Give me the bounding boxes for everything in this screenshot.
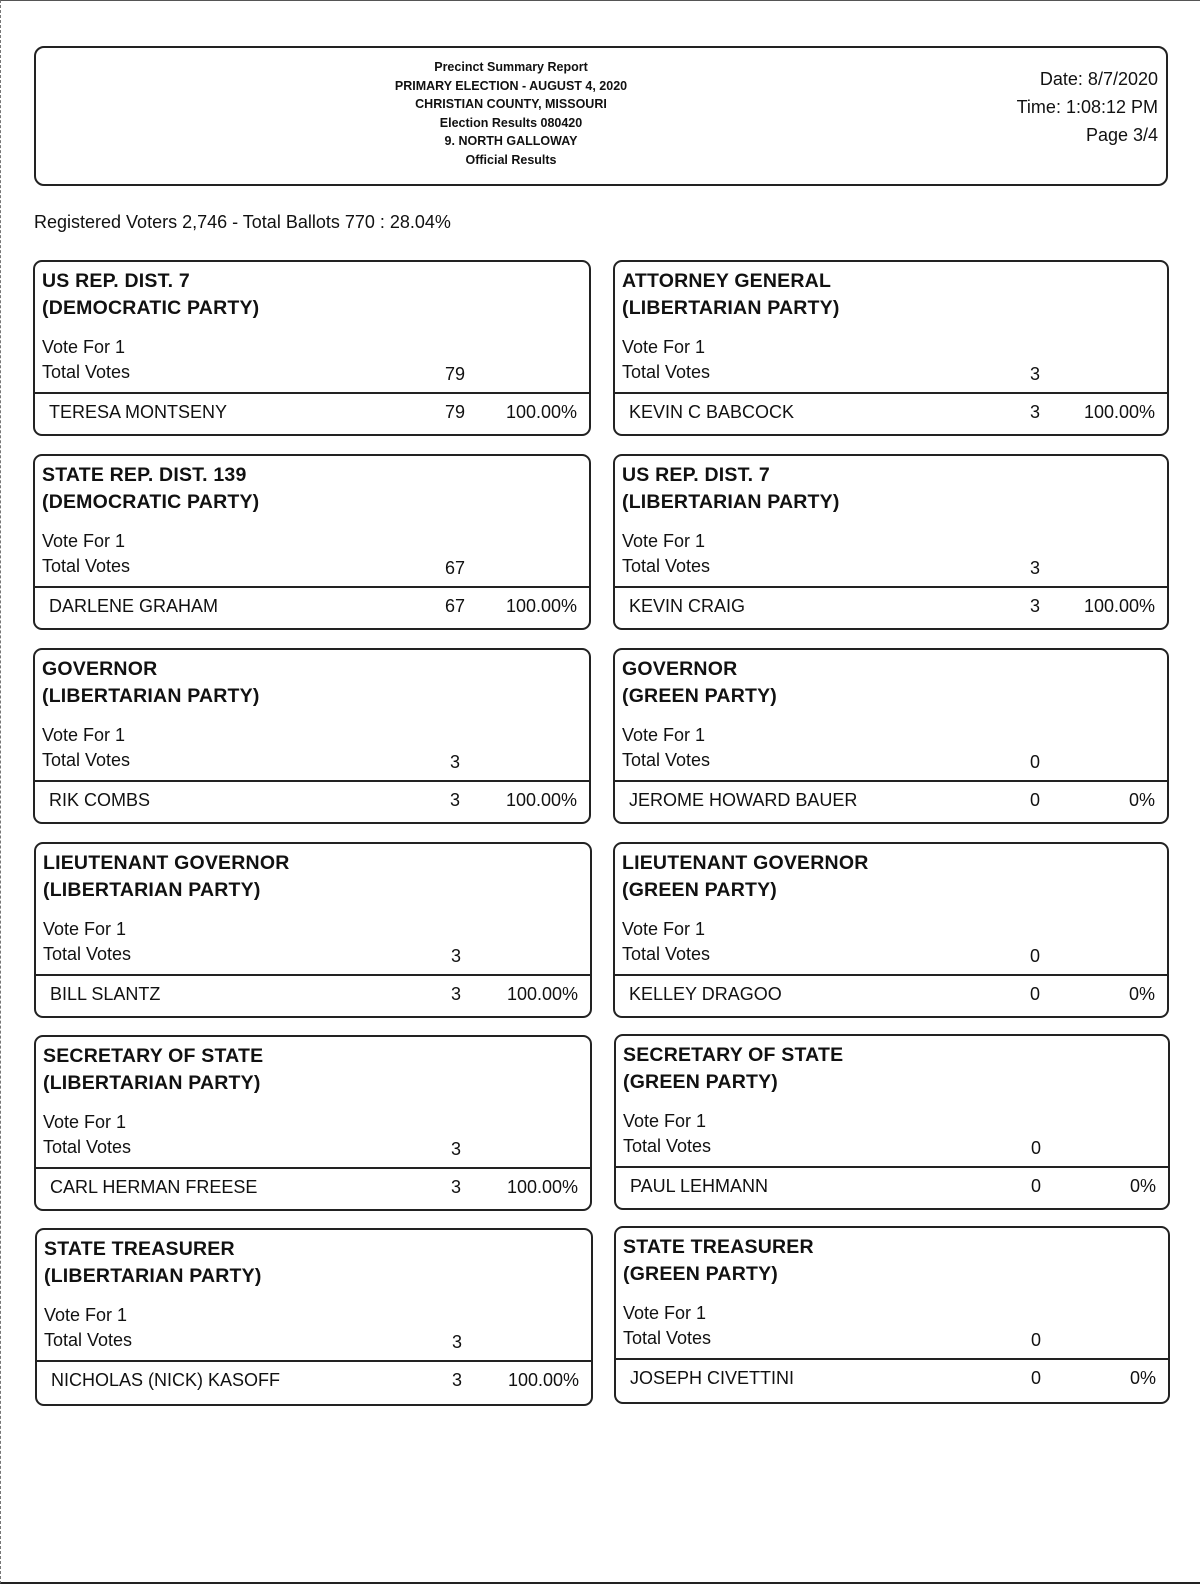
candidate-votes: 3	[1029, 402, 1040, 422]
candidate-votes: 3	[1029, 596, 1040, 616]
contest-title	[42, 656, 260, 710]
candidate-percent: 0%	[1129, 1368, 1156, 1388]
divider	[615, 392, 1167, 394]
vote-for-label: Vote For 1	[622, 531, 706, 551]
contest-office: STATE REP. DIST. 139	[42, 464, 247, 486]
contest-office: LIEUTENANT GOVERNOR	[622, 852, 869, 874]
contest-party: (LIBERTARIAN PARTY)	[622, 491, 840, 513]
candidate-votes: 67	[444, 596, 466, 616]
contest-title	[622, 656, 777, 710]
total-votes-label: Total Votes	[42, 556, 131, 576]
report-header	[34, 46, 1168, 186]
candidate-percent: 100.00%	[507, 1370, 579, 1390]
candidate-name: NICHOLAS (NICK) KASOFF	[51, 1370, 281, 1390]
total-votes-label: Total Votes	[42, 362, 131, 382]
candidate-percent: 100.00%	[1083, 596, 1155, 616]
contest-party: (LIBERTARIAN PARTY)	[42, 685, 260, 707]
contest-title	[43, 850, 289, 904]
total-votes-label: Total Votes	[44, 1330, 133, 1350]
contest-box	[614, 1226, 1170, 1404]
total-votes-label: Total Votes	[42, 750, 131, 770]
report-title-block	[336, 58, 686, 169]
contest-office: SECRETARY OF STATE	[43, 1045, 264, 1067]
voter-summary: Registered Voters 2,746 - Total Ballots 770 : 28.04%	[34, 212, 451, 232]
divider	[616, 1166, 1168, 1168]
contest-office: US REP. DIST. 7	[622, 464, 770, 486]
candidate-name: KEVIN CRAIG	[629, 596, 746, 616]
contest-title	[622, 462, 840, 516]
total-votes-label: Total Votes	[43, 944, 132, 964]
divider	[35, 780, 589, 782]
divider	[616, 1358, 1168, 1360]
total-votes-label: Total Votes	[622, 750, 711, 770]
contest-box	[613, 260, 1169, 436]
contest-office: SECRETARY OF STATE	[623, 1044, 844, 1066]
contest-office: GOVERNOR	[42, 658, 158, 680]
contest-box	[614, 1034, 1170, 1210]
vote-for-label: Vote For 1	[42, 337, 126, 357]
contest-box	[33, 260, 591, 436]
contest-party: (LIBERTARIAN PARTY)	[622, 297, 840, 319]
candidate-percent: 0%	[1128, 984, 1155, 1004]
contest-box	[35, 1228, 593, 1406]
vote-for-label: Vote For 1	[622, 337, 706, 357]
candidate-percent: 100.00%	[1083, 402, 1155, 422]
candidate-name: PAUL LEHMANN	[630, 1176, 769, 1196]
total-votes-value: 3	[450, 946, 461, 966]
vote-for-label: Vote For 1	[623, 1111, 707, 1131]
contest-office: STATE TREASURER	[623, 1236, 814, 1258]
contest-title	[623, 1042, 843, 1096]
total-votes-value: 0	[1029, 946, 1040, 966]
candidate-name: JOSEPH CIVETTINI	[630, 1368, 795, 1388]
county-name: CHRISTIAN COUNTY, MISSOURI	[415, 97, 607, 111]
contest-box	[33, 648, 591, 824]
candidate-name: JEROME HOWARD BAUER	[629, 790, 858, 810]
contest-party: (LIBERTARIAN PARTY)	[44, 1265, 262, 1287]
contest-office: STATE TREASURER	[44, 1238, 235, 1260]
contest-box	[34, 1035, 592, 1211]
candidate-votes: 0	[1029, 984, 1040, 1004]
vote-for-label: Vote For 1	[43, 1112, 127, 1132]
contest-title	[622, 850, 868, 904]
contest-party: (LIBERTARIAN PARTY)	[43, 1072, 261, 1094]
total-votes-label: Total Votes	[622, 362, 711, 382]
candidate-votes: 3	[450, 1177, 461, 1197]
total-votes-value: 3	[450, 1139, 461, 1159]
candidate-votes: 0	[1029, 790, 1040, 810]
report-title: Precinct Summary Report	[434, 60, 588, 74]
candidate-votes: 3	[449, 790, 460, 810]
total-votes-label: Total Votes	[623, 1328, 712, 1348]
contest-party: (GREEN PARTY)	[622, 879, 777, 901]
candidate-votes: 3	[451, 1370, 462, 1390]
report-date: Date: 8/7/2020	[1039, 69, 1158, 89]
contest-office: ATTORNEY GENERAL	[622, 270, 832, 292]
contest-title	[622, 268, 840, 322]
contest-title	[43, 1043, 263, 1097]
contest-office: LIEUTENANT GOVERNOR	[43, 852, 290, 874]
total-votes-value: 79	[444, 364, 466, 384]
candidate-percent: 100.00%	[505, 790, 577, 810]
total-votes-value: 0	[1030, 1330, 1041, 1350]
total-votes-label: Total Votes	[622, 556, 711, 576]
divider	[615, 974, 1167, 976]
contest-title	[42, 268, 259, 322]
candidate-percent: 100.00%	[505, 596, 577, 616]
candidate-percent: 100.00%	[506, 984, 578, 1004]
vote-for-label: Vote For 1	[622, 919, 706, 939]
report-meta	[1017, 65, 1158, 149]
vote-for-label: Vote For 1	[43, 919, 127, 939]
total-votes-label: Total Votes	[623, 1136, 712, 1156]
candidate-votes: 79	[444, 402, 466, 422]
candidate-name: CARL HERMAN FREESE	[50, 1177, 258, 1197]
contest-party: (GREEN PARTY)	[623, 1071, 778, 1093]
candidate-percent: 0%	[1129, 1176, 1156, 1196]
contest-box	[34, 842, 592, 1018]
total-votes-value: 3	[1029, 558, 1040, 578]
candidate-percent: 100.00%	[506, 1177, 578, 1197]
total-votes-value: 0	[1030, 1138, 1041, 1158]
vote-for-label: Vote For 1	[44, 1305, 128, 1325]
contest-office: GOVERNOR	[622, 658, 738, 680]
total-votes-label: Total Votes	[43, 1137, 132, 1157]
divider	[615, 780, 1167, 782]
contest-title	[44, 1236, 262, 1290]
divider	[615, 586, 1167, 588]
vote-for-label: Vote For 1	[622, 725, 706, 745]
divider	[35, 586, 589, 588]
contest-box	[33, 454, 591, 630]
contest-party: (DEMOCRATIC PARTY)	[42, 297, 260, 319]
candidate-name: BILL SLANTZ	[50, 984, 161, 1004]
contest-party: (GREEN PARTY)	[623, 1263, 778, 1285]
contest-title	[42, 462, 259, 516]
divider	[35, 392, 589, 394]
contest-box	[613, 454, 1169, 630]
candidate-votes: 3	[450, 984, 461, 1004]
candidate-name: KEVIN C BABCOCK	[629, 402, 795, 422]
total-votes-value: 3	[451, 1332, 462, 1352]
contest-box	[613, 648, 1169, 824]
divider	[37, 1360, 591, 1362]
divider	[36, 1167, 590, 1169]
contest-party: (DEMOCRATIC PARTY)	[42, 491, 260, 513]
candidate-votes: 0	[1030, 1176, 1041, 1196]
report-time: Time: 1:08:12 PM	[1016, 97, 1158, 117]
candidate-name: DARLENE GRAHAM	[49, 596, 219, 616]
total-votes-value: 3	[449, 752, 460, 772]
contest-party: (LIBERTARIAN PARTY)	[43, 879, 261, 901]
candidate-percent: 0%	[1128, 790, 1155, 810]
precinct-name: 9. NORTH GALLOWAY	[444, 134, 578, 148]
candidate-name: RIK COMBS	[49, 790, 151, 810]
vote-for-label: Vote For 1	[623, 1303, 707, 1323]
candidate-name: KELLEY DRAGOO	[629, 984, 782, 1004]
total-votes-label: Total Votes	[622, 944, 711, 964]
election-name: PRIMARY ELECTION - AUGUST 4, 2020	[394, 78, 628, 93]
contest-title	[623, 1234, 814, 1288]
vote-for-label: Vote For 1	[42, 725, 126, 745]
contest-office: US REP. DIST. 7	[42, 270, 190, 292]
candidate-percent: 100.00%	[505, 402, 577, 422]
candidate-votes: 0	[1030, 1368, 1041, 1388]
total-votes-value: 3	[1029, 364, 1040, 384]
results-status: Official Results	[465, 152, 557, 167]
page-number: Page 3/4	[1085, 125, 1158, 145]
vote-for-label: Vote For 1	[42, 531, 126, 551]
divider	[36, 974, 590, 976]
total-votes-value: 0	[1029, 752, 1040, 772]
contest-box	[613, 842, 1169, 1018]
contest-party: (GREEN PARTY)	[622, 685, 777, 707]
total-votes-value: 67	[444, 558, 466, 578]
candidate-name: TERESA MONTSENY	[49, 402, 228, 422]
results-id: Election Results 080420	[439, 115, 583, 130]
